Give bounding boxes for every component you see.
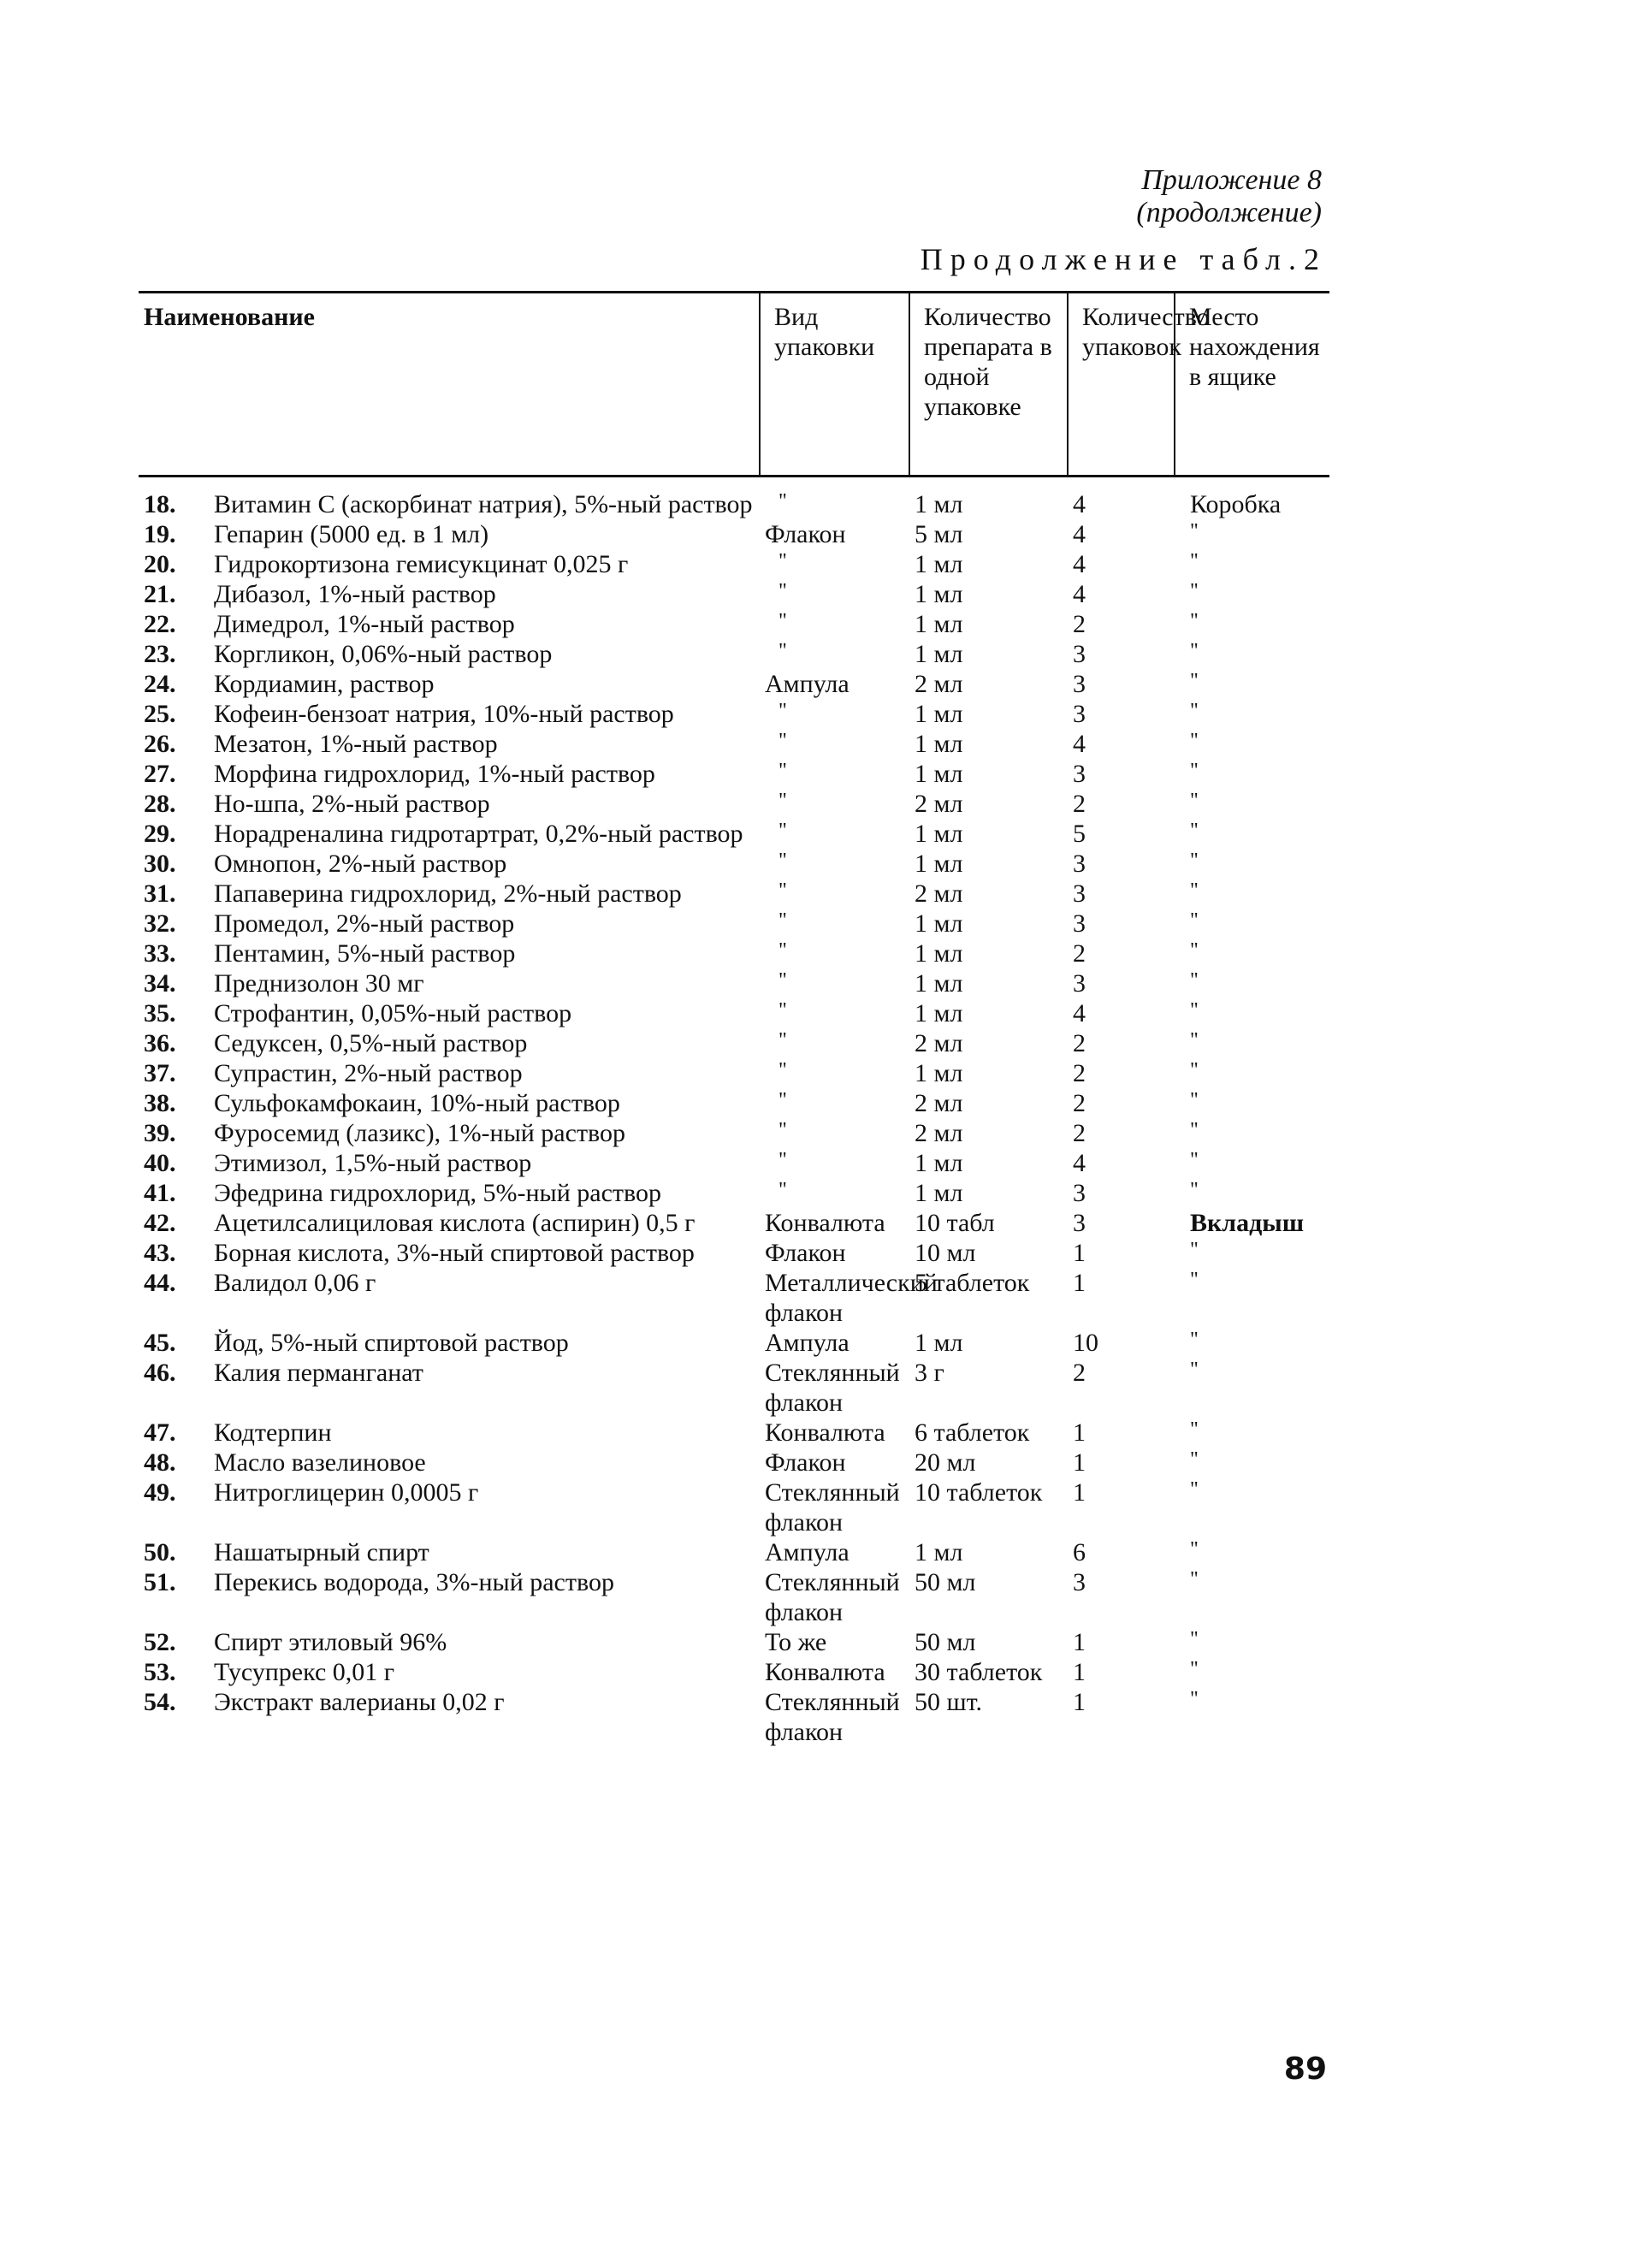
medication-name: Морфина гидрохлорид, 1%-ный раствор bbox=[214, 760, 655, 788]
quantity-per-package: 20 мл bbox=[915, 1448, 976, 1477]
row-number: 46. bbox=[144, 1359, 176, 1387]
quantity-per-package: 1 мл bbox=[915, 1149, 963, 1177]
medication-name: Преднизолон 30 мг bbox=[214, 969, 424, 998]
quantity-per-package: 50 мл bbox=[915, 1628, 976, 1656]
package-type: Стеклянный флакон bbox=[765, 1478, 900, 1537]
table-row bbox=[139, 1328, 1329, 1358]
medication-name: Дибазол, 1%-ный раствор bbox=[214, 580, 496, 608]
quantity-per-package: 2 мл bbox=[915, 670, 963, 698]
box-location: Вкладыш bbox=[1190, 1209, 1305, 1237]
package-count: 2 bbox=[1073, 790, 1086, 818]
box-location: " bbox=[1190, 1329, 1199, 1351]
row-number: 33. bbox=[144, 939, 176, 968]
box-location: " bbox=[1190, 969, 1199, 992]
box-location: " bbox=[1190, 670, 1199, 692]
row-number: 28. bbox=[144, 790, 176, 818]
package-count: 5 bbox=[1073, 820, 1086, 848]
package-count: 3 bbox=[1073, 670, 1086, 698]
table-row bbox=[139, 1088, 1329, 1118]
medication-name: Борная кислота, 3%-ный спиртовой раствор bbox=[214, 1239, 695, 1267]
table-row bbox=[139, 1687, 1329, 1747]
table-row bbox=[139, 1148, 1329, 1178]
table-row bbox=[139, 1627, 1329, 1657]
package-type: Флакон bbox=[765, 520, 846, 548]
package-count: 4 bbox=[1073, 730, 1086, 758]
package-count: 2 bbox=[1073, 1059, 1086, 1087]
quantity-per-package: 30 таблеток bbox=[915, 1658, 1043, 1686]
package-type: " bbox=[778, 1119, 787, 1141]
table-row bbox=[139, 1178, 1329, 1208]
package-count: 1 bbox=[1073, 1418, 1086, 1447]
appendix-label bbox=[1136, 164, 1322, 229]
package-type: " bbox=[778, 1089, 787, 1111]
package-count: 10 bbox=[1073, 1329, 1098, 1357]
row-number: 44. bbox=[144, 1269, 176, 1297]
package-count: 2 bbox=[1073, 1029, 1086, 1057]
box-location: " bbox=[1190, 1359, 1199, 1381]
medication-name: Перекись водорода, 3%-ный раствор bbox=[214, 1568, 614, 1596]
row-number: 53. bbox=[144, 1658, 176, 1686]
column-header-count: Количество упаковок bbox=[1068, 293, 1175, 477]
package-count: 4 bbox=[1073, 490, 1086, 518]
package-type: " bbox=[778, 640, 787, 662]
package-type: " bbox=[778, 730, 787, 752]
medication-name: Эфедрина гидрохлорид, 5%-ный раствор bbox=[214, 1179, 661, 1207]
row-number: 51. bbox=[144, 1568, 176, 1596]
table-row bbox=[139, 1448, 1329, 1477]
package-count: 3 bbox=[1073, 1209, 1086, 1237]
medication-name: Мезатон, 1%-ный раствор bbox=[214, 730, 498, 758]
box-location: " bbox=[1190, 1269, 1199, 1291]
box-location: " bbox=[1190, 939, 1199, 962]
package-type: Ампула bbox=[765, 1538, 850, 1566]
row-number: 31. bbox=[144, 879, 176, 908]
quantity-per-package: 1 мл bbox=[915, 909, 963, 938]
table-row bbox=[139, 519, 1329, 549]
row-number: 38. bbox=[144, 1089, 176, 1117]
quantity-per-package: 1 мл bbox=[915, 1059, 963, 1087]
table-row bbox=[139, 1657, 1329, 1687]
package-type: " bbox=[778, 1029, 787, 1051]
quantity-per-package: 2 мл bbox=[915, 879, 963, 908]
quantity-per-package: 5 мл bbox=[915, 520, 963, 548]
package-count: 3 bbox=[1073, 640, 1086, 668]
medication-name: Омнопон, 2%-ный раствор bbox=[214, 850, 507, 878]
package-type: " bbox=[778, 850, 787, 872]
quantity-per-package: 1 мл bbox=[915, 999, 963, 1027]
table-header bbox=[139, 293, 1329, 477]
box-location: " bbox=[1190, 850, 1199, 872]
package-count: 1 bbox=[1073, 1478, 1086, 1507]
box-location: Коробка bbox=[1190, 490, 1282, 518]
quantity-per-package: 1 мл bbox=[915, 490, 963, 518]
box-location: " bbox=[1190, 1149, 1199, 1171]
box-location: " bbox=[1190, 1478, 1199, 1501]
package-count: 1 bbox=[1073, 1269, 1086, 1297]
quantity-per-package: 1 мл bbox=[915, 820, 963, 848]
package-type: Ампула bbox=[765, 670, 850, 698]
table-row bbox=[139, 1537, 1329, 1567]
medication-name: Нитроглицерин 0,0005 г bbox=[214, 1478, 479, 1507]
box-location: " bbox=[1190, 1418, 1199, 1441]
row-number: 19. bbox=[144, 520, 176, 548]
medication-name: Нашатырный спирт bbox=[214, 1538, 429, 1566]
package-count: 2 bbox=[1073, 1119, 1086, 1147]
table-row bbox=[139, 998, 1329, 1028]
package-count: 3 bbox=[1073, 850, 1086, 878]
row-number: 24. bbox=[144, 670, 176, 698]
row-number: 20. bbox=[144, 550, 176, 578]
row-number: 21. bbox=[144, 580, 176, 608]
package-type: Конвалюта bbox=[765, 1209, 885, 1237]
quantity-per-package: 1 мл bbox=[915, 640, 963, 668]
package-type: Конвалюта bbox=[765, 1418, 885, 1447]
package-type: Флакон bbox=[765, 1448, 846, 1477]
box-location: " bbox=[1190, 879, 1199, 902]
package-count: 3 bbox=[1073, 879, 1086, 908]
row-number: 45. bbox=[144, 1329, 176, 1357]
box-location: " bbox=[1190, 1448, 1199, 1471]
package-count: 3 bbox=[1073, 969, 1086, 998]
table-row bbox=[139, 789, 1329, 819]
box-location: " bbox=[1190, 1089, 1199, 1111]
package-type: Стеклянный флакон bbox=[765, 1688, 900, 1746]
row-number: 49. bbox=[144, 1478, 176, 1507]
row-number: 23. bbox=[144, 640, 176, 668]
package-count: 4 bbox=[1073, 1149, 1086, 1177]
box-location: " bbox=[1190, 640, 1199, 662]
package-type: " bbox=[778, 550, 787, 572]
table-row bbox=[139, 699, 1329, 729]
box-location: " bbox=[1190, 1628, 1199, 1650]
package-count: 3 bbox=[1073, 760, 1086, 788]
quantity-per-package: 10 табл bbox=[915, 1209, 995, 1237]
table-row bbox=[139, 849, 1329, 879]
quantity-per-package: 2 мл bbox=[915, 1029, 963, 1057]
package-type: " bbox=[778, 909, 787, 932]
package-type: " bbox=[778, 939, 787, 962]
row-number: 22. bbox=[144, 610, 176, 638]
table-row bbox=[139, 729, 1329, 759]
table-row bbox=[139, 909, 1329, 939]
quantity-per-package: 10 таблеток bbox=[915, 1478, 1043, 1507]
box-location: " bbox=[1190, 1688, 1199, 1710]
medication-name: Строфантин, 0,05%-ный раствор bbox=[214, 999, 572, 1027]
table-row bbox=[139, 1118, 1329, 1148]
quantity-per-package: 2 мл bbox=[915, 1119, 963, 1147]
row-number: 27. bbox=[144, 760, 176, 788]
medication-name: Гидрокортизона гемисукцинат 0,025 г bbox=[214, 550, 629, 578]
appendix-subtitle: (продолжение) bbox=[1136, 197, 1322, 228]
quantity-per-package: 1 мл bbox=[915, 969, 963, 998]
row-number: 48. bbox=[144, 1448, 176, 1477]
package-count: 3 bbox=[1073, 1179, 1086, 1207]
box-location: " bbox=[1190, 1239, 1199, 1261]
package-type: " bbox=[778, 580, 787, 602]
box-location: " bbox=[1190, 1538, 1199, 1560]
package-count: 1 bbox=[1073, 1628, 1086, 1656]
box-location: " bbox=[1190, 580, 1199, 602]
medication-name: Пентамин, 5%-ный раствор bbox=[214, 939, 516, 968]
medication-name: Но-шпа, 2%-ный раствор bbox=[214, 790, 490, 818]
row-number: 34. bbox=[144, 969, 176, 998]
medication-name: Кордиамин, раствор bbox=[214, 670, 435, 698]
quantity-per-package: 1 мл bbox=[915, 580, 963, 608]
row-number: 30. bbox=[144, 850, 176, 878]
package-type: " bbox=[778, 1059, 787, 1081]
box-location: " bbox=[1190, 1179, 1199, 1201]
medication-name: Масло вазелиновое bbox=[214, 1448, 426, 1477]
row-number: 26. bbox=[144, 730, 176, 758]
appendix-title: Приложение 8 bbox=[1141, 164, 1322, 196]
medication-name: Тусупрекс 0,01 г bbox=[214, 1658, 395, 1686]
quantity-per-package: 2 мл bbox=[915, 1089, 963, 1117]
package-count: 1 bbox=[1073, 1239, 1086, 1267]
column-header-name: Наименование bbox=[144, 303, 315, 331]
package-count: 2 bbox=[1073, 1359, 1086, 1387]
package-type: Стеклянный флакон bbox=[765, 1568, 900, 1626]
box-location: " bbox=[1190, 1059, 1199, 1081]
box-location: " bbox=[1190, 700, 1199, 722]
package-type: " bbox=[778, 879, 787, 902]
medication-name: Йод, 5%-ный спиртовой раствор bbox=[214, 1329, 569, 1357]
box-location: " bbox=[1190, 610, 1199, 632]
box-location: " bbox=[1190, 730, 1199, 752]
quantity-per-package: 1 мл bbox=[915, 760, 963, 788]
row-number: 52. bbox=[144, 1628, 176, 1656]
package-count: 4 bbox=[1073, 580, 1086, 608]
table-row bbox=[139, 968, 1329, 998]
row-number: 37. bbox=[144, 1059, 176, 1087]
row-number: 54. bbox=[144, 1688, 176, 1716]
package-type: " bbox=[778, 969, 787, 992]
package-type: Металлический флакон bbox=[765, 1269, 938, 1327]
package-count: 2 bbox=[1073, 939, 1086, 968]
box-location: " bbox=[1190, 550, 1199, 572]
quantity-per-package: 50 мл bbox=[915, 1568, 976, 1596]
box-location: " bbox=[1190, 1029, 1199, 1051]
package-type: Конвалюта bbox=[765, 1658, 885, 1686]
package-count: 2 bbox=[1073, 1089, 1086, 1117]
medication-name: Папаверина гидрохлорид, 2%-ный раствор bbox=[214, 879, 682, 908]
column-header-package: Вид упаковки bbox=[760, 293, 909, 477]
quantity-per-package: 1 мл bbox=[915, 730, 963, 758]
package-count: 6 bbox=[1073, 1538, 1086, 1566]
package-type: То же bbox=[765, 1628, 827, 1656]
row-number: 36. bbox=[144, 1029, 176, 1057]
table-row bbox=[139, 477, 1329, 520]
quantity-per-package: 1 мл bbox=[915, 939, 963, 968]
quantity-per-package: 3 г bbox=[915, 1359, 944, 1387]
medication-name: Промедол, 2%-ный раствор bbox=[214, 909, 515, 938]
medication-name: Коргликон, 0,06%-ный раствор bbox=[214, 640, 553, 668]
quantity-per-package: 1 мл bbox=[915, 550, 963, 578]
table-row bbox=[139, 939, 1329, 968]
box-location: " bbox=[1190, 760, 1199, 782]
box-location: " bbox=[1190, 1568, 1199, 1590]
medication-name: Сульфокамфокаин, 10%-ный раствор bbox=[214, 1089, 620, 1117]
package-type: Ампула bbox=[765, 1329, 850, 1357]
quantity-per-package: 1 мл bbox=[915, 1538, 963, 1566]
quantity-per-package: 1 мл bbox=[915, 850, 963, 878]
medication-name: Кодтерпин bbox=[214, 1418, 332, 1447]
quantity-per-package: 1 мл bbox=[915, 1329, 963, 1357]
table-row bbox=[139, 1567, 1329, 1627]
medication-name: Валидол 0,06 г bbox=[214, 1269, 376, 1297]
package-count: 4 bbox=[1073, 999, 1086, 1027]
medication-table bbox=[139, 291, 1329, 1747]
medication-name: Норадреналина гидротартрат, 0,2%-ный раствор bbox=[214, 820, 743, 848]
medication-name: Кофеин-бензоат натрия, 10%-ный раствор bbox=[214, 700, 674, 728]
table-row bbox=[139, 609, 1329, 639]
row-number: 32. bbox=[144, 909, 176, 938]
table-row bbox=[139, 579, 1329, 609]
box-location: " bbox=[1190, 520, 1199, 542]
package-count: 1 bbox=[1073, 1688, 1086, 1716]
medication-name: Супрастин, 2%-ный раствор bbox=[214, 1059, 523, 1087]
row-number: 35. bbox=[144, 999, 176, 1027]
package-count: 1 bbox=[1073, 1658, 1086, 1686]
table-row bbox=[139, 819, 1329, 849]
package-type: " bbox=[778, 760, 787, 782]
medication-name: Этимизол, 1,5%-ный раствор bbox=[214, 1149, 532, 1177]
package-count: 4 bbox=[1073, 520, 1086, 548]
table-row bbox=[139, 1358, 1329, 1418]
quantity-per-package: 1 мл bbox=[915, 1179, 963, 1207]
page-number: 89 bbox=[1283, 2052, 1327, 2087]
table-row bbox=[139, 879, 1329, 909]
package-type: " bbox=[778, 820, 787, 842]
table-row bbox=[139, 549, 1329, 579]
package-count: 2 bbox=[1073, 610, 1086, 638]
box-location: " bbox=[1190, 909, 1199, 932]
package-count: 4 bbox=[1073, 550, 1086, 578]
box-location: " bbox=[1190, 1119, 1199, 1141]
package-type: " bbox=[778, 790, 787, 812]
table-header-row bbox=[139, 293, 1329, 477]
quantity-per-package: 6 таблеток bbox=[915, 1418, 1030, 1447]
table-row bbox=[139, 1477, 1329, 1537]
column-header-quantity: Количество препарата в одной упаковке bbox=[909, 293, 1068, 477]
table-row bbox=[139, 1268, 1329, 1328]
medication-name: Спирт этиловый 96% bbox=[214, 1628, 447, 1656]
row-number: 39. bbox=[144, 1119, 176, 1147]
quantity-per-package: 1 мл bbox=[915, 700, 963, 728]
package-count: 3 bbox=[1073, 909, 1086, 938]
package-type: " bbox=[778, 1149, 787, 1171]
box-location: " bbox=[1190, 999, 1199, 1021]
row-number: 25. bbox=[144, 700, 176, 728]
row-number: 50. bbox=[144, 1538, 176, 1566]
package-count: 3 bbox=[1073, 1568, 1086, 1596]
medication-name: Седуксен, 0,5%-ный раствор bbox=[214, 1029, 528, 1057]
table-row bbox=[139, 639, 1329, 669]
row-number: 47. bbox=[144, 1418, 176, 1447]
medication-name: Фуросемид (лазикс), 1%-ный раствор bbox=[214, 1119, 626, 1147]
table-row bbox=[139, 1028, 1329, 1058]
table-row bbox=[139, 1058, 1329, 1088]
box-location: " bbox=[1190, 790, 1199, 812]
package-type: " bbox=[778, 610, 787, 632]
table-body bbox=[139, 477, 1329, 1748]
medication-name: Димедрол, 1%-ный раствор bbox=[214, 610, 515, 638]
package-count: 1 bbox=[1073, 1448, 1086, 1477]
table-row bbox=[139, 1208, 1329, 1238]
box-location: " bbox=[1190, 1658, 1199, 1680]
package-type: Флакон bbox=[765, 1239, 846, 1267]
column-header-location: Место нахождения в ящике bbox=[1175, 293, 1329, 477]
row-number: 40. bbox=[144, 1149, 176, 1177]
row-number: 43. bbox=[144, 1239, 176, 1267]
medication-name: Ацетилсалициловая кислота (аспирин) 0,5 г bbox=[214, 1209, 696, 1237]
box-location: " bbox=[1190, 820, 1199, 842]
table-row bbox=[139, 669, 1329, 699]
package-count: 3 bbox=[1073, 700, 1086, 728]
quantity-per-package: 10 мл bbox=[915, 1239, 976, 1267]
medication-name: Экстракт валерианы 0,02 г bbox=[214, 1688, 505, 1716]
quantity-per-package: 50 шт. bbox=[915, 1688, 982, 1716]
table-row bbox=[139, 1418, 1329, 1448]
row-number: 29. bbox=[144, 820, 176, 848]
package-type: " bbox=[778, 490, 787, 512]
medication-name: Витамин С (аскорбинат натрия), 5%-ный раствор bbox=[214, 490, 753, 518]
table-row bbox=[139, 759, 1329, 789]
package-type: " bbox=[778, 1179, 787, 1201]
row-number: 18. bbox=[144, 490, 176, 518]
package-type: " bbox=[778, 700, 787, 722]
quantity-per-package: 5 таблеток bbox=[915, 1269, 1030, 1297]
quantity-per-package: 2 мл bbox=[915, 790, 963, 818]
package-type: " bbox=[778, 999, 787, 1021]
medication-name: Гепарин (5000 ед. в 1 мл) bbox=[214, 520, 489, 548]
table-row bbox=[139, 1238, 1329, 1268]
row-number: 42. bbox=[144, 1209, 176, 1237]
package-type: Стеклянный флакон bbox=[765, 1359, 900, 1417]
table-continuation-label: Продолжение табл.2 bbox=[920, 242, 1327, 276]
medication-name: Калия перманганат bbox=[214, 1359, 423, 1387]
row-number: 41. bbox=[144, 1179, 176, 1207]
quantity-per-package: 1 мл bbox=[915, 610, 963, 638]
